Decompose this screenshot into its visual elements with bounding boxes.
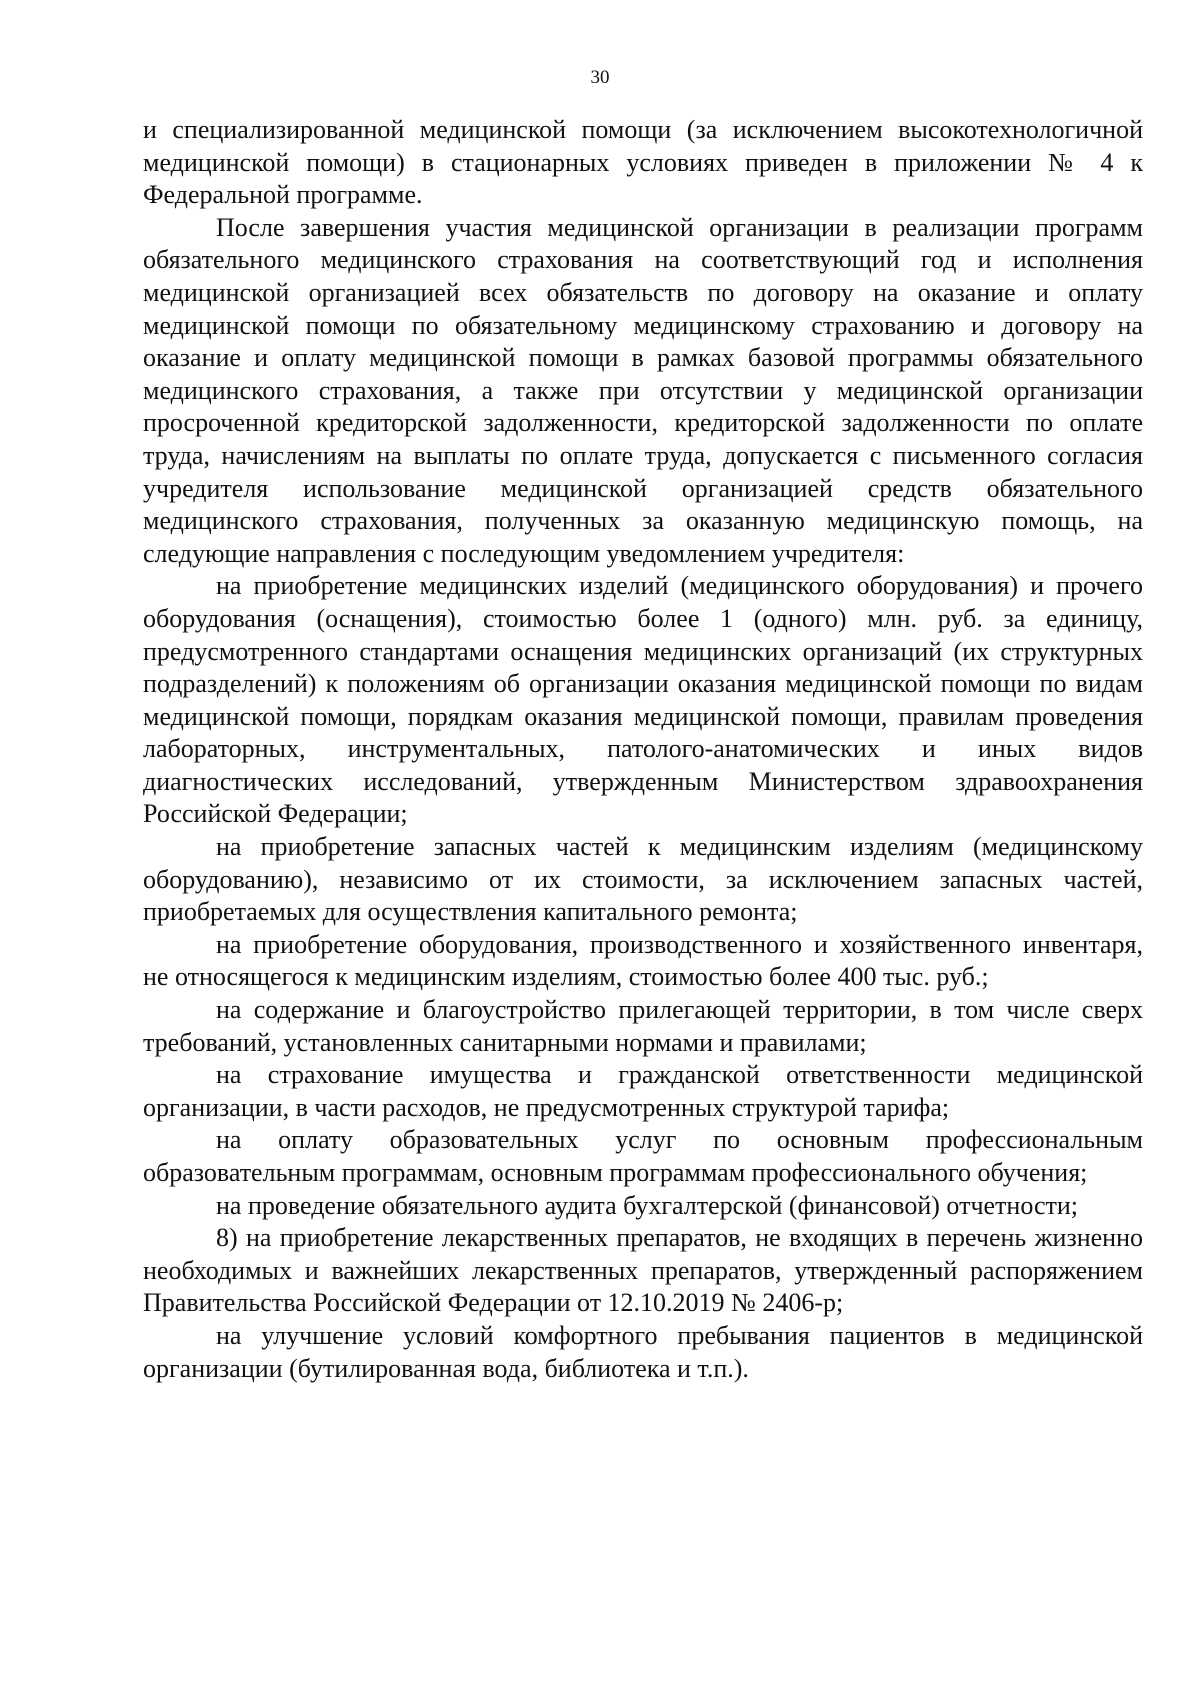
page-number: 30	[590, 67, 610, 88]
paragraph-main-conditions: После завершения участия медицинской организации в реализации программ обязательного медицинского страхования на соответствующий год и исполнения медицинской организацией всех обязательств по договору на оказание и оплату медицинской помощи по обязательному медицинскому страхованию и договору на оказание и оплату медицинской помощи в рамках базовой программы обязательного медицинского страхования, а также при отсутствии у медицинской организации просроченной кредиторской задолженности, кредиторской задолженности по оплате труда, начислениям на выплаты по оплате труда, допускается с письменного согласия учредителя использование медицинской организацией средств обязательного медицинского страхования, полученных за оказанную медицинскую помощь, на следующие направления с последующим уведомлением учредителя:	[143, 212, 1143, 568]
document-body	[143, 114, 1143, 1385]
list-item-spare-parts: на приобретение запасных частей к медицинским изделиям (медицинскому оборудованию), независимо от их стоимости, за исключением запасных частей, приобретаемых для осуществления капитального ремонта;	[143, 832, 1143, 927]
list-item-insurance: на страхование имущества и гражданской ответственности медицинской организации, в части расходов, не предусмотренных структурой тарифа;	[143, 1060, 1143, 1122]
list-item-audit: на проведение обязательного аудита бухгалтерской (финансовой) отчетности;	[216, 1190, 1079, 1220]
list-item-medicines: 8) на приобретение лекарственных препаратов, не входящих в перечень жизненно необходимых и важнейших лекарственных препаратов, утвержденный распоряжением Правительства Российской Федерации от 12.10.2019 № 2406-р;	[143, 1223, 1143, 1318]
list-item-territory-maintenance: на содержание и благоустройство прилегающей территории, в том числе сверх требований, установленных санитарными нормами и правилами;	[143, 995, 1143, 1057]
list-item-patient-comfort: на улучшение условий комфортного пребывания пациентов в медицинской организации (бутилированная вода, библиотека и т.п.).	[143, 1320, 1143, 1383]
list-item-education: на оплату образовательных услуг по основным профессиональным образовательным программам, основным программам профессионального обучения;	[143, 1125, 1143, 1187]
paragraph-continuation: и специализированной медицинской помощи (за исключением высокотехнологичной медицинской помощи) в стационарных условиях приведен в приложении № 4 к Федеральной программе.	[143, 115, 1143, 210]
list-item-medical-devices: на приобретение медицинских изделий (медицинского оборудования) и прочего оборудования (оснащения), стоимостью более 1 (одного) млн. руб. за единицу, предусмотренного стандартами оснащения медицинских организаций (их структурных подразделений) к положениям об организации оказания медицинской помощи по видам медицинской помощи, порядкам оказания медицинской помощи, правилам проведения лабораторных, инструментальных, патолого-анатомических и иных видов диагностических исследований, утвержденным Министерством здравоохранения Российской Федерации;	[143, 571, 1143, 829]
list-item-equipment-inventory: на приобретение оборудования, производственного и хозяйственного инвентаря, не относящегося к медицинским изделиям, стоимостью более 400 тыс. руб.;	[143, 929, 1143, 992]
